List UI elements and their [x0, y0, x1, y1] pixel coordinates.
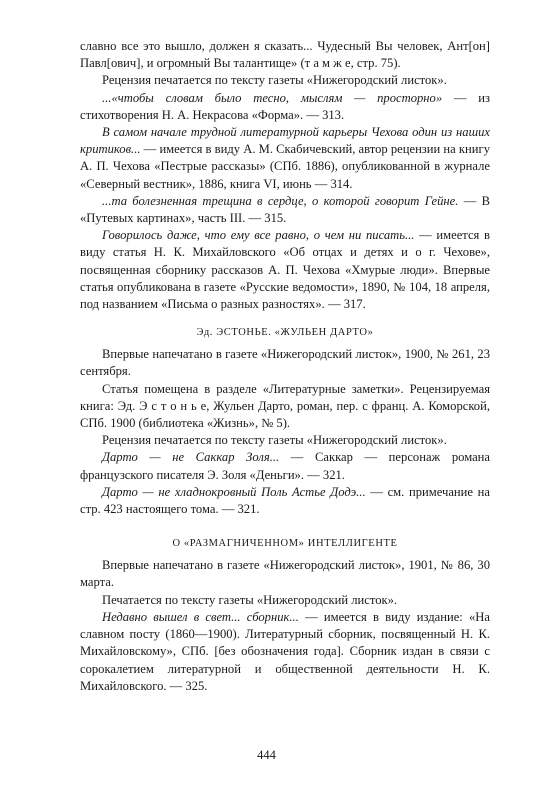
paragraph: Статья помещена в разделе «Литературные заметки». Рецензируемая книга: Эд. Э с т о н ь е, Жульен Дарто, роман, пер. с франц. А. Коморской, СПб. 1900 (библиотека «Жизнь», № 5).	[80, 381, 490, 431]
section-heading: О «РАЗМАГНИЧЕННОМ» ИНТЕЛЛИГЕНТЕ	[172, 538, 398, 550]
page-text	[80, 38, 490, 695]
paragraph: Впервые напечатано в газете «Нижегородский листок», 1901, № 86, 30 марта.	[80, 558, 490, 590]
paragraph: Дарто — не хладнокровный Поль Астье Додэ... — см. примечание на стр. 423 настоящего тома. — 321.	[80, 484, 490, 517]
paragraph: ...та болезненная трещина в сердце, о которой говорит Гейне. — В «Путевых картинах», часть III. — 315.	[80, 193, 490, 226]
section-heading: Эд. ЭСТОНЬЕ. «ЖУЛЬЕН ДАРТО»	[196, 327, 374, 339]
paragraph: Впервые напечатано в газете «Нижегородский листок», 1900, № 261, 23 сентября.	[80, 347, 490, 379]
paragraph: славно все это вышло, должен я сказать... Чудесный Вы человек, Ант[он] Павл[ович], и огромный Вы талантище» (т а м ж е, стр. 75).	[80, 39, 490, 71]
paragraph: Рецензия печатается по тексту газеты «Нижегородский листок».	[102, 73, 447, 88]
paragraph: Говорилось даже, что ему все равно, о чем ни писать... — имеется в виду статья Н. К. Михайловского «Об отцах и детях и о г. Чехове», посвященная сборнику рассказов А. П. Чехова «Хмурые люди». Впервые статья опубликована в газете «Русские ведомости», 1890, № 104, 18 апреля, под названием «Письма о разных разностях». — 317.	[80, 228, 490, 312]
paragraph: Недавно вышел в свет... сборник... — имеется в виду издание: «На славном посту (1860—1900). Литературный сборник, посвященный Н. К. Михайловскому», СПб. [без обозначения года]. Сборник издан в связи с сорокалетием литературной и общественной деятельности Н. К. Михайловского. — 325.	[80, 609, 490, 693]
paragraph: В самом начале трудной литературной карьеры Чехова один из наших критиков... — имеется в виду А. М. Скабичевский, автор рецензии на книгу А. П. Чехова «Пестрые рассказы» (СПб. 1886), опубликованной в журнале «Северный вестник», 1886, книга VI, июнь — 314.	[80, 125, 490, 191]
page-number: 444	[257, 748, 276, 762]
paragraph: Печатается по тексту газеты «Нижегородский листок».	[102, 592, 398, 607]
paragraph: ...«чтобы словам было тесно, мыслям — просторно» — из стихотворения Н. А. Некрасова «Форма». — 313.	[80, 90, 490, 122]
paragraph: Рецензия печатается по тексту газеты «Нижегородский листок».	[102, 433, 447, 448]
paragraph: Дарто — не Саккар Золя... — Саккар — персонаж романа французского писателя Э. Золя «Деньги». — 321.	[80, 450, 490, 482]
